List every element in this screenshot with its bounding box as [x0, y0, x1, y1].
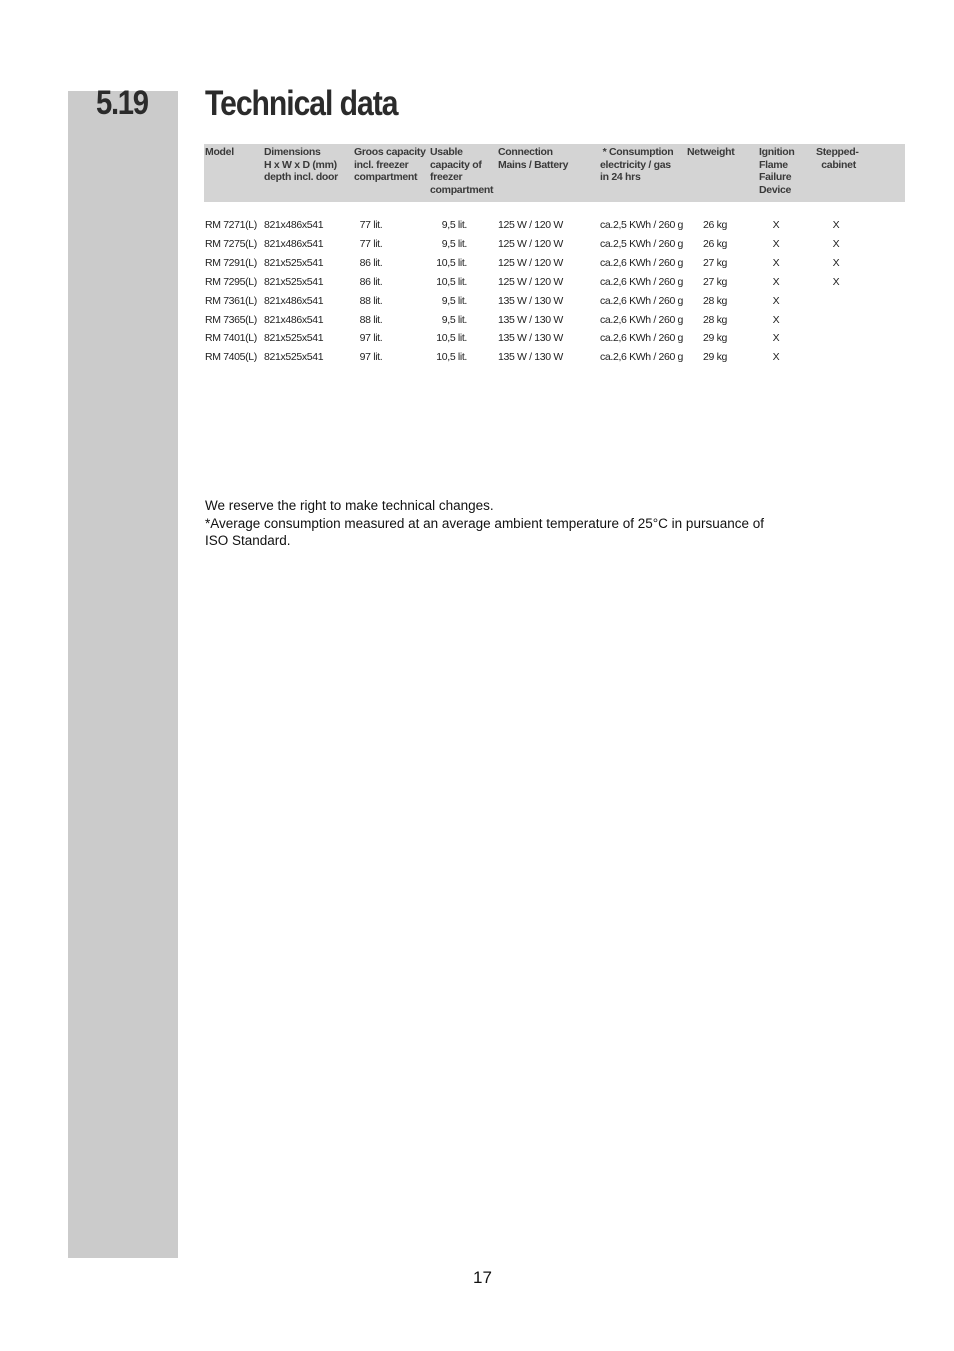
- cell-usable-capacity: 9,5 lit.: [441, 313, 467, 326]
- cell-model: RM 7275(L): [205, 237, 257, 250]
- table-row: [204, 313, 905, 332]
- header-dimensions: Dimensions H x W x D (mm) depth incl. door: [264, 146, 338, 183]
- cell-stepped-cabinet: X: [832, 219, 840, 231]
- cell-model: RM 7365(L): [205, 313, 257, 326]
- cell-netweight: 29 kg: [703, 332, 727, 345]
- cell-gross-capacity: 86 lit.: [359, 256, 383, 269]
- table-row: [204, 237, 905, 256]
- cell-dimensions: 821x525x541: [264, 351, 324, 364]
- table-row: [204, 294, 905, 313]
- table-row: [204, 218, 905, 237]
- cell-stepped-cabinet: X: [832, 256, 840, 269]
- page-title: Technical data: [205, 84, 398, 123]
- cell-ignition: X: [772, 256, 780, 269]
- cell-usable-capacity: 9,5 lit.: [441, 219, 467, 231]
- section-number: 5.19: [96, 84, 148, 122]
- page-number: 17: [473, 1268, 492, 1287]
- cell-consumption: ca.2,6 KWh / 260 g: [600, 313, 684, 326]
- cell-stepped-cabinet: X: [832, 275, 840, 288]
- cell-connection: 135 W / 130 W: [498, 294, 563, 307]
- cell-stepped-cabinet: X: [832, 237, 840, 250]
- header-model: Model: [205, 146, 234, 158]
- cell-model: RM 7295(L): [205, 275, 257, 288]
- cell-connection: 125 W / 120 W: [498, 219, 563, 231]
- cell-connection: 125 W / 120 W: [498, 256, 563, 269]
- header-ignition: Ignition Flame Failure Device: [759, 146, 795, 196]
- cell-consumption: ca.2,6 KWh / 260 g: [600, 275, 684, 288]
- cell-netweight: 28 kg: [703, 294, 727, 307]
- cell-dimensions: 821x486x541: [264, 294, 324, 307]
- cell-netweight: 28 kg: [703, 313, 727, 326]
- cell-model: RM 7271(L): [205, 219, 257, 231]
- cell-dimensions: 821x486x541: [264, 219, 324, 231]
- side-bar: [68, 91, 178, 1258]
- cell-gross-capacity: 77 lit.: [359, 219, 383, 231]
- cell-consumption: ca.2,6 KWh / 260 g: [600, 256, 684, 269]
- table-row: [204, 331, 905, 350]
- cell-ignition: X: [772, 294, 780, 307]
- cell-usable-capacity: 9,5 lit.: [441, 294, 467, 307]
- cell-gross-capacity: 88 lit.: [359, 313, 383, 326]
- cell-ignition: X: [772, 351, 780, 364]
- header-usable-capacity: Usable capacity of freezer compartment: [430, 146, 494, 196]
- header-stepped-cabinet: Stepped- cabinet: [816, 146, 859, 171]
- cell-usable-capacity: 10,5 lit.: [436, 351, 467, 364]
- cell-model: RM 7401(L): [205, 332, 257, 345]
- cell-ignition: X: [772, 275, 780, 288]
- cell-consumption: ca.2,6 KWh / 260 g: [600, 332, 684, 345]
- cell-netweight: 29 kg: [703, 351, 727, 364]
- cell-connection: 125 W / 120 W: [498, 237, 563, 250]
- cell-gross-capacity: 77 lit.: [359, 237, 383, 250]
- cell-gross-capacity: 86 lit.: [359, 275, 383, 288]
- cell-connection: 125 W / 120 W: [498, 275, 563, 288]
- header-netweight: Netweight: [687, 146, 735, 158]
- cell-connection: 135 W / 130 W: [498, 332, 563, 345]
- cell-gross-capacity: 88 lit.: [359, 294, 383, 307]
- cell-dimensions: 821x525x541: [264, 275, 324, 288]
- cell-usable-capacity: 10,5 lit.: [436, 275, 467, 288]
- table-row: [204, 275, 905, 294]
- cell-connection: 135 W / 130 W: [498, 313, 563, 326]
- table-row: [204, 256, 905, 275]
- cell-ignition: X: [772, 313, 780, 326]
- cell-ignition: X: [772, 332, 780, 345]
- cell-gross-capacity: 97 lit.: [359, 351, 383, 364]
- note-technical-changes: We reserve the right to make technical changes.: [205, 498, 494, 513]
- cell-netweight: 27 kg: [703, 275, 727, 288]
- cell-netweight: 26 kg: [703, 237, 727, 250]
- cell-model: RM 7405(L): [205, 351, 257, 364]
- table-row: [204, 350, 905, 369]
- notes: [205, 497, 845, 550]
- cell-usable-capacity: 10,5 lit.: [436, 332, 467, 345]
- cell-consumption: ca.2,5 KWh / 260 g: [600, 219, 684, 231]
- cell-dimensions: 821x486x541: [264, 237, 324, 250]
- note-average-consumption: *Average consumption measured at an average ambient temperature of 25°C in pursuance of: [205, 515, 764, 531]
- cell-dimensions: 821x525x541: [264, 256, 324, 269]
- cell-dimensions: 821x525x541: [264, 332, 324, 345]
- cell-consumption: ca.2,6 KWh / 260 g: [600, 351, 684, 364]
- cell-connection: 135 W / 130 W: [498, 351, 563, 364]
- header-gross-capacity: Groos capacity incl. freezer compartment: [354, 146, 426, 183]
- cell-consumption: ca.2,6 KWh / 260 g: [600, 294, 684, 307]
- cell-model: RM 7291(L): [205, 256, 257, 269]
- table-header: [204, 144, 905, 202]
- cell-ignition: X: [772, 237, 780, 250]
- cell-consumption: ca.2,5 KWh / 260 g: [600, 237, 684, 250]
- cell-usable-capacity: 10,5 lit.: [436, 256, 467, 269]
- cell-gross-capacity: 97 lit.: [359, 332, 383, 345]
- cell-ignition: X: [772, 219, 780, 231]
- cell-model: RM 7361(L): [205, 294, 257, 307]
- header-connection: Connection Mains / Battery: [498, 146, 569, 171]
- cell-usable-capacity: 9,5 lit.: [441, 237, 467, 250]
- cell-netweight: 26 kg: [703, 219, 727, 231]
- note-iso-standard: ISO Standard.: [205, 533, 291, 548]
- header-consumption: * Consumption electricity / gas in 24 hrs: [600, 146, 674, 183]
- cell-dimensions: 821x486x541: [264, 313, 324, 326]
- cell-netweight: 27 kg: [703, 256, 727, 269]
